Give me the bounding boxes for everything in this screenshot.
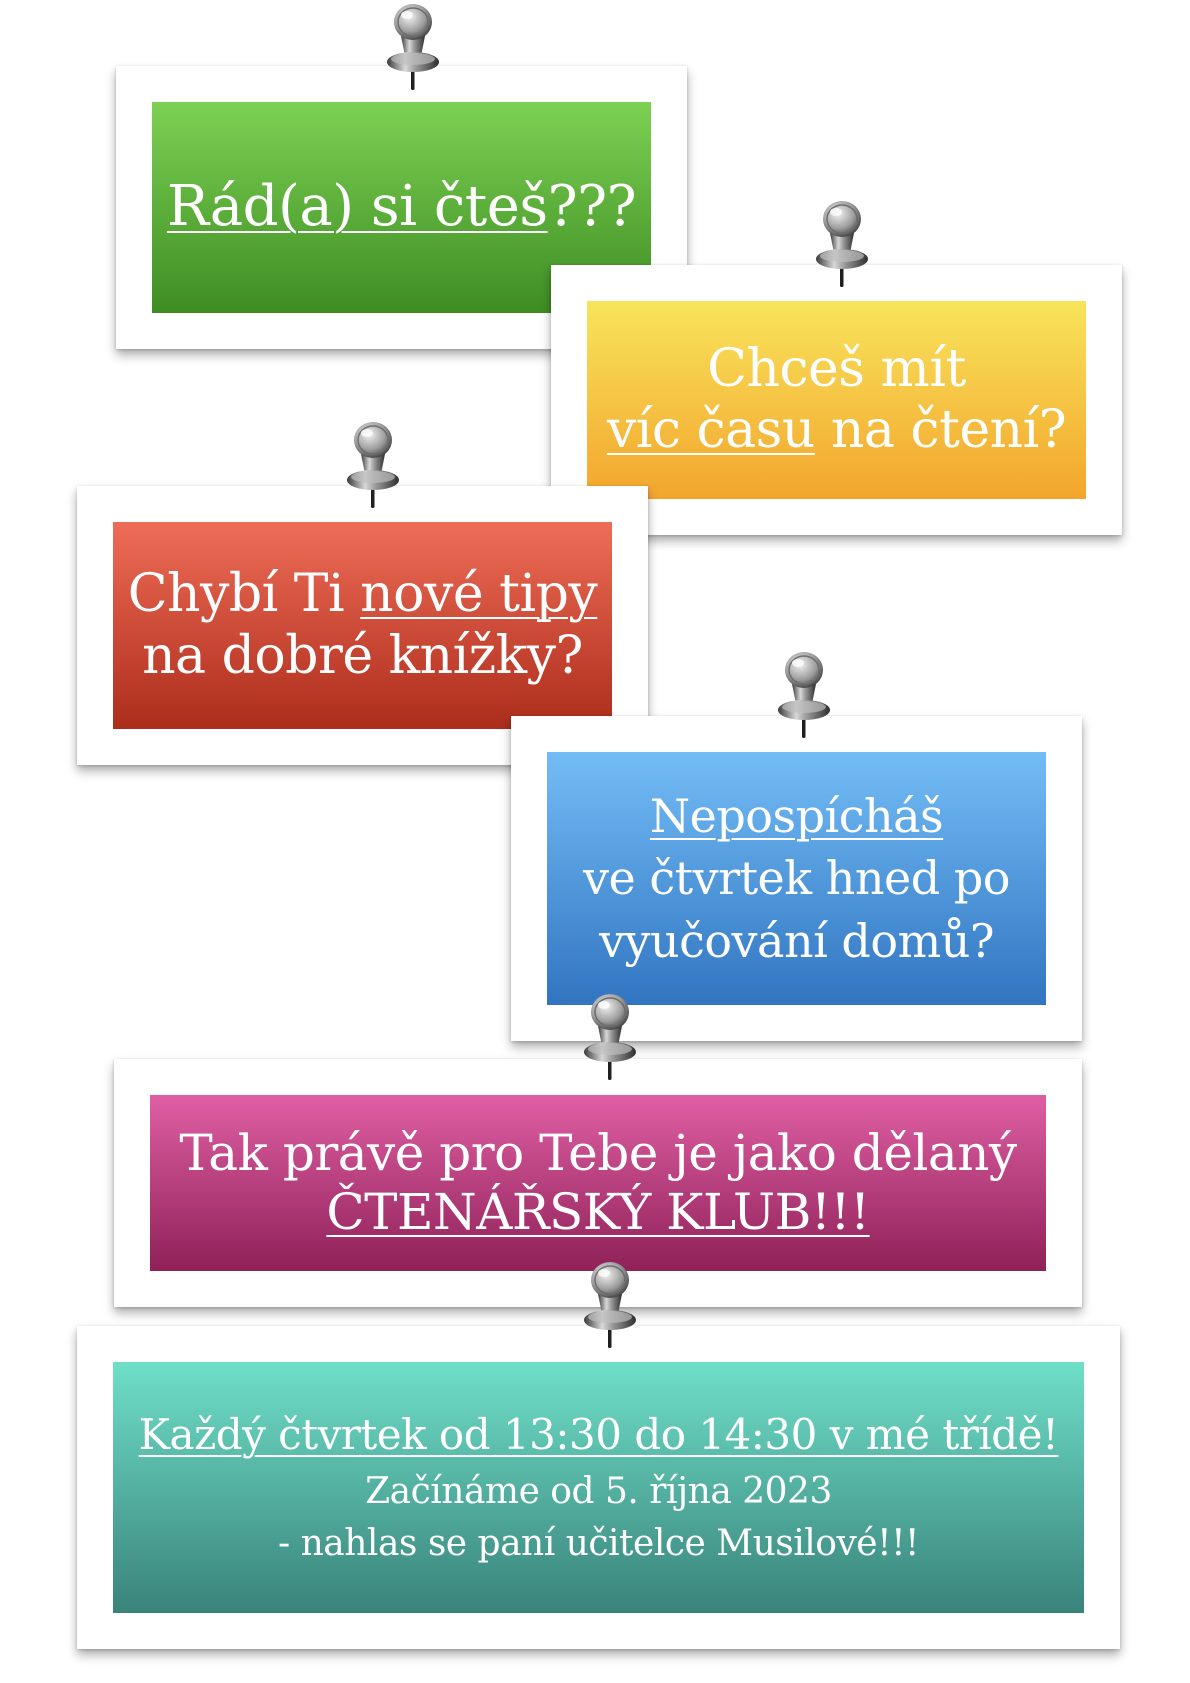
push-pin-icon — [341, 418, 405, 514]
underlined-phrase: ČTENÁŘSKÝ KLUB!!! — [326, 1183, 870, 1241]
note-text-line — [128, 564, 598, 625]
note-panel-blue — [547, 752, 1046, 1005]
note-text-line: - nahlas se paní učitelce Musilové!!! — [277, 1522, 920, 1564]
note-text-line — [139, 1405, 1059, 1466]
push-pin-icon — [578, 1258, 642, 1354]
underlined-phrase: nové tipy — [360, 564, 598, 625]
note-text-line: Začínáme od 5. října 2023 — [365, 1470, 832, 1512]
note-text: na čtení? — [814, 400, 1067, 460]
note-text-line: na dobré knížky? — [142, 625, 583, 686]
underlined-phrase: víc času — [606, 400, 815, 460]
push-pin-icon — [381, 0, 445, 96]
underlined-phrase: Rád(a) si čteš — [166, 174, 548, 240]
note-text-line — [607, 400, 1066, 461]
note-text-line — [167, 174, 636, 240]
note-card-6 — [77, 1326, 1120, 1649]
note-text-line: Chceš mít — [707, 338, 966, 399]
note-panel-teal — [113, 1362, 1084, 1613]
note-text-line — [650, 785, 943, 847]
note-text-line: ve čtvrtek hned po — [583, 851, 1010, 906]
note-panel-red — [113, 522, 612, 729]
push-pin-icon — [578, 990, 642, 1086]
push-pin-icon — [772, 648, 836, 744]
underlined-phrase: Nepospícháš — [649, 789, 944, 844]
push-pin-icon — [810, 197, 874, 293]
note-text-line — [326, 1183, 869, 1242]
note-text-line: vyučování domů? — [599, 913, 994, 968]
underlined-phrase: Každý čtvrtek od 13:30 do 14:30 v mé třídě! — [138, 1409, 1059, 1459]
note-panel-yellow — [587, 301, 1086, 499]
note-panel-magenta — [150, 1095, 1046, 1271]
note-text: ??? — [547, 174, 637, 240]
note-text: Chybí Ti — [127, 564, 361, 625]
note-text-line: Tak právě pro Tebe je jako dělaný — [179, 1124, 1017, 1182]
